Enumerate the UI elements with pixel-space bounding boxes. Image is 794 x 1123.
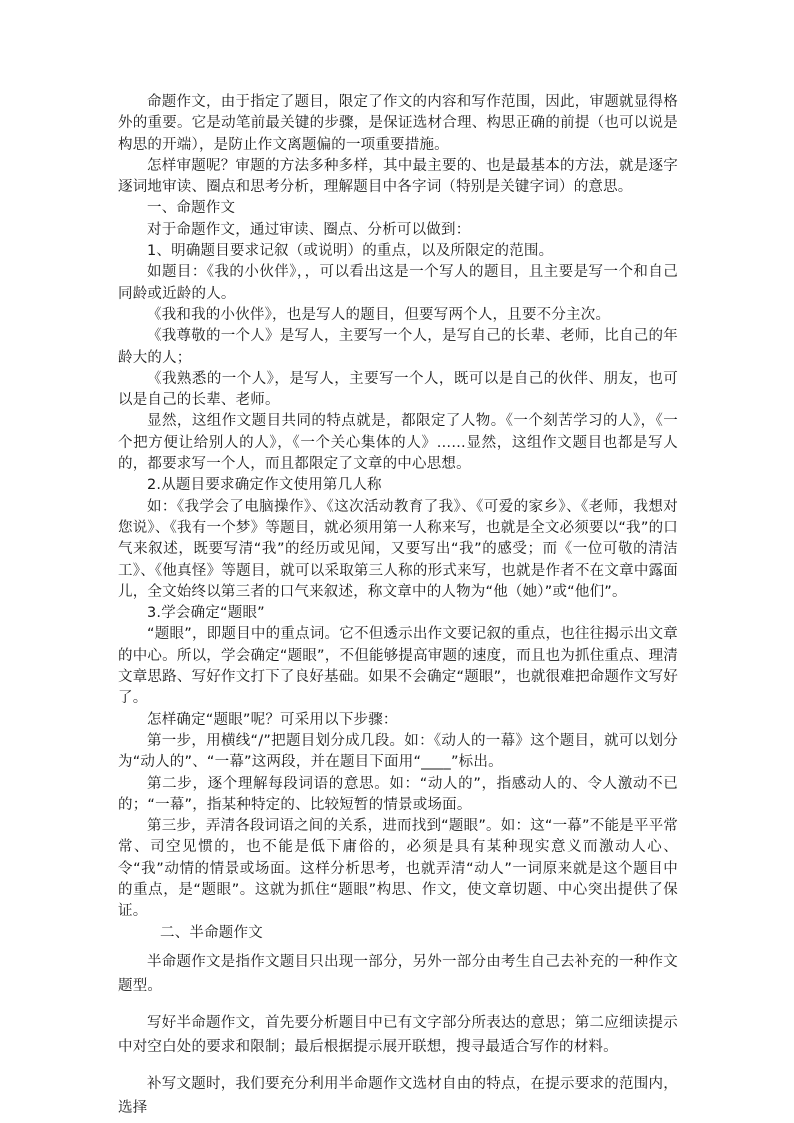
paragraph-point-2: 2.从题目要求确定作文使用第几人称 [147, 477, 382, 494]
paragraph-conclusion-1: 显然，这组作文题目共同的特点就是，都限定了人物。《一个刻苦学习的人》，《一个把方便让给别人的人》，《一个关心集体的人》……显然，这组作文题目也都是写人的，都要求写一个人，而且都限定了文章的中心思想。 [118, 413, 678, 473]
paragraph-proposition-intro: 对于命题作文，通过审读、圈点、分析可以做到： [147, 221, 471, 238]
paragraph-steps-intro: 怎样确定“题眼”呢？可采用以下步骤： [147, 711, 398, 728]
paragraph-how-to-review: 怎样审题呢？审题的方法多种多样，其中最主要的、也是最基本的方法，就是逐字逐词地审读、圈点和思考分析，理解题目中各字词（特别是关键字词）的意思。 [118, 157, 678, 196]
paragraph-title-eye: “题眼”，即题目中的重点词。它不但透示出作文要记叙的重点，也往往揭示出文章的中心。所以，学会确定“题眼”，不但能够提高审题的速度，而且也为抓住重点、理清文章思路、写好作文打下了良好基础。如果不会确定“题眼”，也就很难把命题作文写好了。 [118, 626, 678, 707]
paragraph-step-3: 第三步，弄清各段词语之间的关系，进而找到“题眼”。如：这“一幕”不能是平平常常、司空见惯的，也不能是低下庸俗的，必须是具有某种现实意义而激动人心、令“我”动情的情景或场面。这样分析思考，也就弄清“动人”一词原来就是这个题目中的重点，是“题眼”。这就为抓住“题眼”构思、作文，使文章切题、中心突出提供了保证。 [118, 818, 678, 920]
paragraph-point-3: 3.学会确定“题眼” [147, 605, 265, 622]
paragraph-semi-supplement: 补写文题时，我们要充分利用半命题作文选材自由的特点，在提示要求的范围内，选择 [118, 1075, 678, 1116]
paragraph-example-4: 《我熟悉的一个人》，是写人，主要写一个人，既可以是自己的伙伴、朋友，也可以是自己的长辈、老师。 [118, 370, 678, 409]
paragraph-semi-method: 写好半命题作文，首先要分析题目中已有文字部分所表达的意思；第二应细读提示中对空白处的要求和限制；最后根据提示展开联想，搜寻最适合写作的材料。 [118, 1014, 678, 1055]
paragraph-example-2: 《我和我的小伙伴》，也是写人的题目，但要写两个人，且要不分主次。 [147, 306, 611, 323]
document-page [118, 92, 678, 1120]
paragraph-semi-definition: 半命题作文是指作文题目只出现一部分，另外一部分由考生自己去补充的一种作文题型。 [118, 953, 678, 994]
paragraph-example-3: 《我尊敬的一个人》是写人，主要写一个人，是写自己的长辈、老师，比自己的年龄大的人； [118, 328, 678, 366]
paragraph-example-1: 如题目：《我的小伙伴》，，可以看出这是一个写人的题目，且主要是写一个和自己同龄或近龄的人。 [118, 264, 678, 302]
section-heading-semi-proposition: 二、半命题作文 [160, 924, 263, 941]
paragraph-intro: 命题作文，由于指定了题目，限定了作文的内容和写作范围，因此，审题就显得格外的重要。它是动笔前最关键的步骤，是保证选材合理、构思正确的前提（也可以说是构思的开端），是防止作文离题偏的一项重要措施。 [118, 94, 678, 153]
paragraph-person-examples: 如：《我学会了电脑操作》、《这次活动教育了我》、《可爱的家乡》、《老师，我想对您说》、《我有一个梦》等题目，就必须用第一人称来写，也就是全文必须要以“我”的口气来叙述，既要写清“我”的经历或见闻，又要写出“我”的感受；而《一位可敬的清洁工》、《他真怪》等题目，就可以采取第三人称的形式来写，也就是作者不在文章中露面儿，全文始终以第三者的口气来叙述，称文章中的人物为“他（她）”或“他们”。 [118, 498, 678, 600]
paragraph-step-1: 第一步，用横线“/”把题目划分成几段。如：《动人的一幕》这个题目，就可以划分为“动人的”、“一幕”这两段，并在题目下面用“____”标出。 [118, 732, 678, 771]
paragraph-point-1: 1、明确题目要求记叙（或说明）的重点，以及所限定的范围。 [147, 243, 554, 260]
paragraph-step-2: 第二步，逐个理解每段词语的意思。如：“动人的”，指感动人的、令人激动不已的；“一幕”，指某种特定的、比较短暂的情景或场面。 [118, 775, 678, 813]
section-heading-proposition: 一、命题作文 [147, 200, 236, 217]
